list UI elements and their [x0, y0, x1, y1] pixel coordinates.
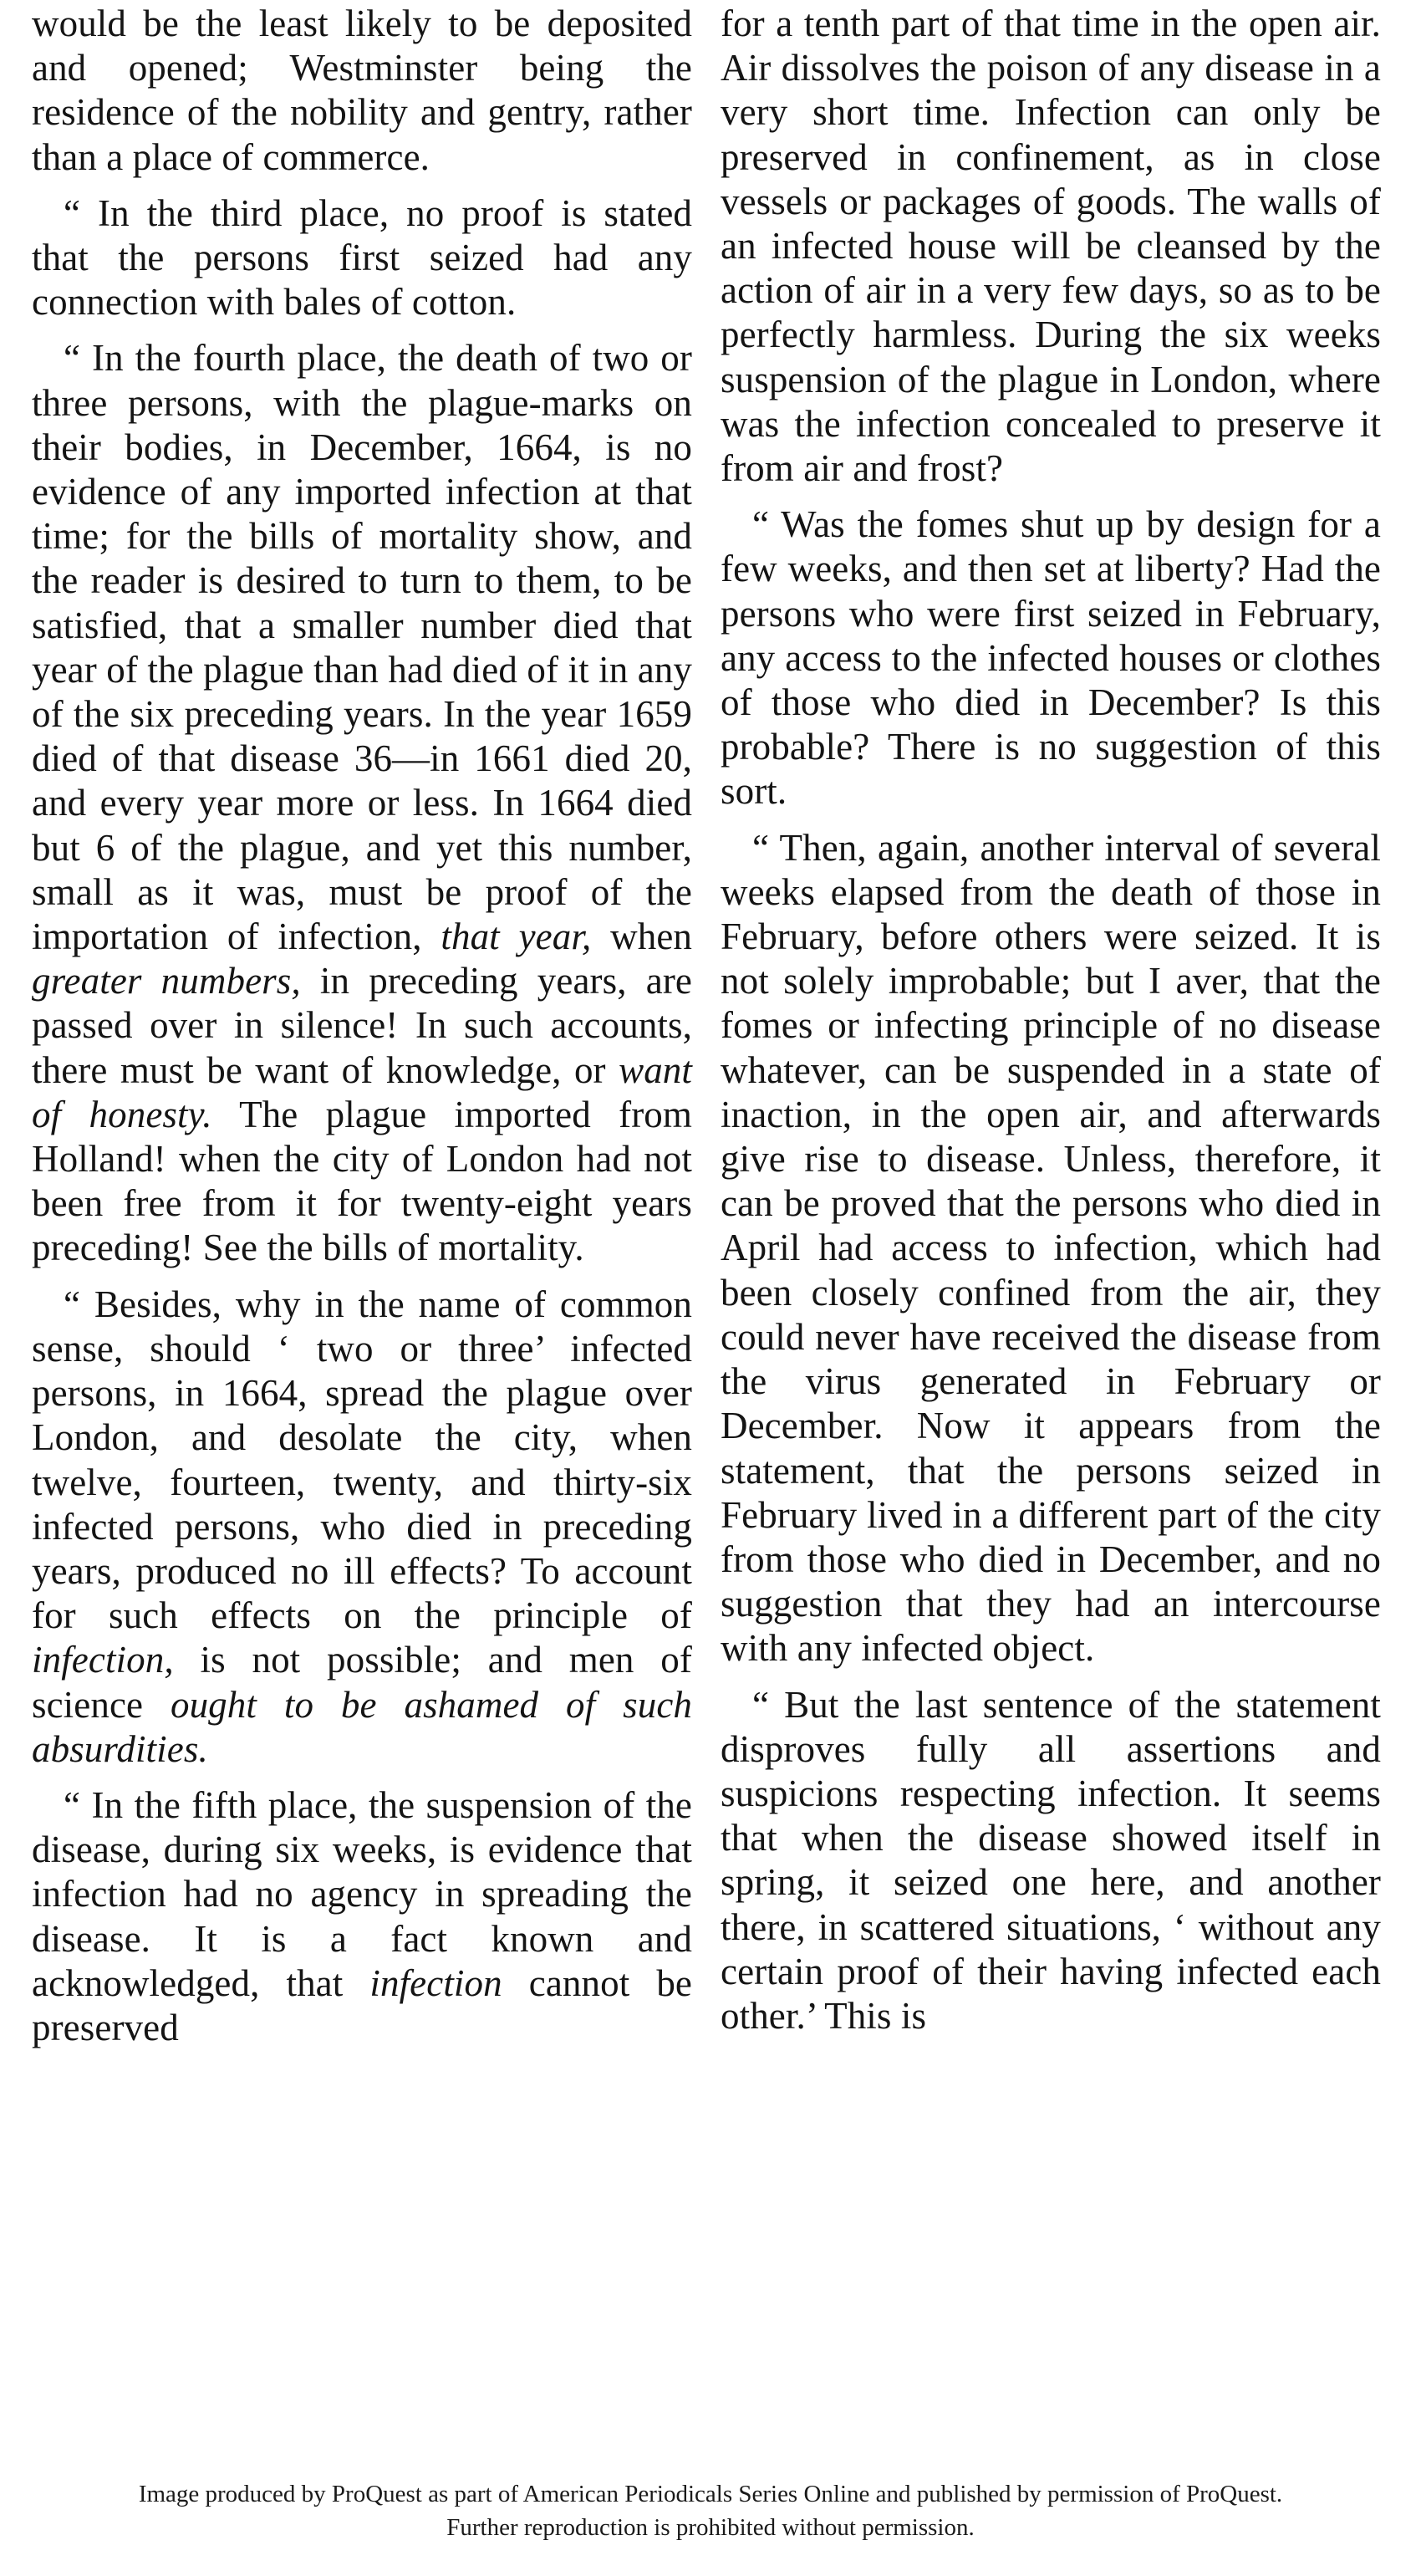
- italic-text: want of honesty.: [32, 1048, 692, 1135]
- italic-text: infection,: [32, 1639, 174, 1681]
- italic-text: greater numbers,: [32, 960, 301, 1002]
- paragraph: [32, 336, 692, 1270]
- copyright-footer: [0, 2477, 1421, 2544]
- text-run: “ Besides, why in the name of common sense, should ‘ two or three’ infected persons, in 1664, spread the plague over London, and desolate the city, when twelve, fourteen, twenty, and thirty-six infected persons, who died in preceding years, produced no ill effects? To account for such effects on the principle of: [32, 1283, 692, 1637]
- footer-line: Image produced by ProQuest as part of American Periodicals Series Online and published by permission of ProQuest.: [138, 2481, 1283, 2507]
- text-run: The plague imported from Holland! when the city of London had not been free from it for twenty-eight years preceding! See the bills of mortality.: [32, 1093, 692, 1269]
- right-column: [721, 2, 1381, 2050]
- paragraph: [32, 1283, 692, 1772]
- text-run: in preceding years, are passed over in silence! In such accounts, there must be want of knowledge, or: [32, 960, 692, 1091]
- italic-text: infection: [369, 1961, 502, 2004]
- text-run: when: [591, 916, 692, 958]
- text-run: “ In the fifth place, the suspension of the disease, during six weeks, is evidence that infection had no agency in spreading the disease. It is a fact known and acknowledged, that: [32, 1783, 692, 2004]
- footer-line: Further reproduction is prohibited without permission.: [446, 2514, 975, 2541]
- paragraph: would be the least likely to be deposited and opened; Westminster being the residence of the nobility and gentry, rather than a place of commerce.: [32, 3, 692, 178]
- text-run: is not possible; and men of science: [32, 1639, 692, 1726]
- text-run: cannot be preserved: [32, 1961, 692, 2048]
- text-run: “ In the fourth place, the death of two or three persons, with the plague-marks on their bodies, in December, 1664, is no evidence of any imported infection at that time; for the bills of mortality show, and the reader is desired to turn to them, to be satisfied, that a smaller number died that year of the plague than had died of it in any of the six preceding years. In the year 1659 died of that disease 36—in 1661 died 20, and every year more or less. In 1664 died but 6 of the plague, and yet this number, small as it was, must be proof of the importation of infection,: [32, 337, 692, 958]
- italic-text: that year,: [441, 916, 592, 958]
- paragraph: “ But the last sentence of the statement disproves fully all assertions and suspicions respecting infection. It seems that when the disease showed itself in spring, it seized one here, and another there, in scattered situations, ‘ without any certain proof of their having infected each other.’ This is: [721, 1683, 1381, 2037]
- paragraph: for a tenth part of that time in the open air. Air dissolves the poison of any disease in a very short time. Infection can only be preserved in confinement, as in close vessels or packages of goods. The walls of an infected house will be cleansed by the action of air in a very few days, so as to be perfectly harmless. During the six weeks suspension of the plague in London, where was the infection concealed to preserve it from air and frost?: [721, 3, 1381, 490]
- italic-text: ought to be ashamed of such absurdities.: [32, 1683, 692, 1770]
- paragraph: “ Was the fomes shut up by design for a few weeks, and then set at liberty? Had the persons who were first seized in February, any access to the infected houses or clothes of those who died in December? Is this probable? There is no suggestion of this sort.: [721, 503, 1381, 813]
- paragraph: “ In the third place, no proof is stated that the persons first seized had any connection with bales of cotton.: [32, 191, 692, 324]
- paragraph: “ Then, again, another interval of several weeks elapsed from the death of those in February, before others were seized. It is not solely improbable; but I aver, that the fomes or infecting principle of no disease whatever, can be suspended in a state of inaction, in the open air, and afterwards give rise to disease. Unless, therefore, it can be proved that the persons who died in April had access to infection, which had been closely confined from the air, they could never have received the disease from the virus generated in February or December. Now it appears from the statement, that the persons seized in February lived in a different part of the city from those who died in December, and no suggestion that they had an intercourse with any infected object.: [721, 826, 1381, 1670]
- paragraph: [32, 1783, 692, 2050]
- left-column: [32, 2, 692, 2062]
